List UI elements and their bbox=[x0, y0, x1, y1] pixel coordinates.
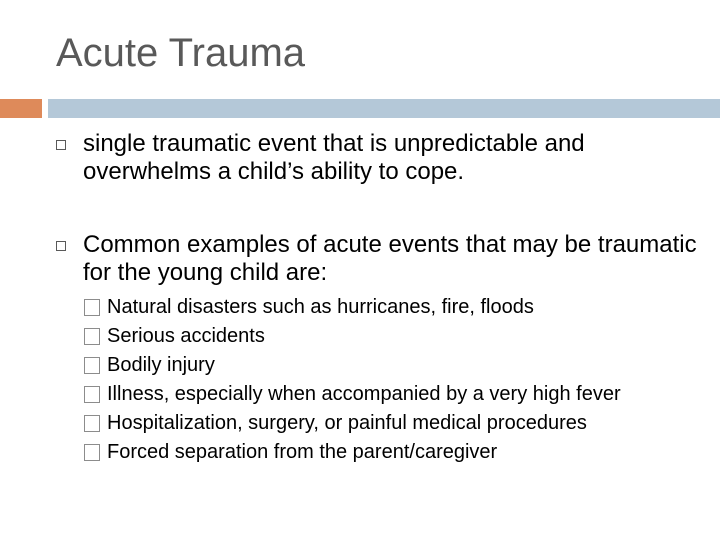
square-bullet-icon bbox=[56, 241, 66, 251]
square-bullet-icon bbox=[56, 140, 66, 150]
bullet-text-2: Common examples of acute events that may be traumatic for the young child are: bbox=[83, 231, 697, 286]
sub-bullet-text: Illness, especially when accompanied by a very high fever bbox=[107, 383, 621, 405]
checkbox-bullet-icon bbox=[84, 386, 100, 403]
sub-bullet-item bbox=[83, 295, 703, 319]
sub-bullet-text: Bodily injury bbox=[107, 354, 215, 376]
sub-bullet-text: Forced separation from the parent/caregiver bbox=[107, 441, 498, 463]
sub-bullet-item bbox=[83, 324, 703, 348]
bullet-text-1: single traumatic event that is unpredictable and overwhelms a child’s ability to cope. bbox=[83, 130, 585, 185]
checkbox-bullet-icon bbox=[84, 415, 100, 432]
checkbox-bullet-icon bbox=[84, 444, 100, 461]
slide-title: Acute Trauma bbox=[56, 31, 306, 75]
sub-bullet-item bbox=[83, 411, 703, 435]
accent-bar-orange bbox=[0, 99, 42, 118]
accent-bar-blue bbox=[48, 99, 720, 118]
checkbox-bullet-icon bbox=[84, 328, 100, 345]
sub-bullet-item bbox=[83, 382, 703, 406]
sub-bullet-text: Hospitalization, surgery, or painful medical procedures bbox=[107, 412, 587, 434]
sub-bullet-item bbox=[83, 440, 703, 464]
sub-bullet-list bbox=[83, 295, 703, 469]
checkbox-bullet-icon bbox=[84, 357, 100, 374]
sub-bullet-text: Natural disasters such as hurricanes, fire, floods bbox=[107, 296, 534, 318]
sub-bullet-item bbox=[83, 353, 703, 377]
checkbox-bullet-icon bbox=[84, 299, 100, 316]
sub-bullet-text: Serious accidents bbox=[107, 325, 265, 347]
